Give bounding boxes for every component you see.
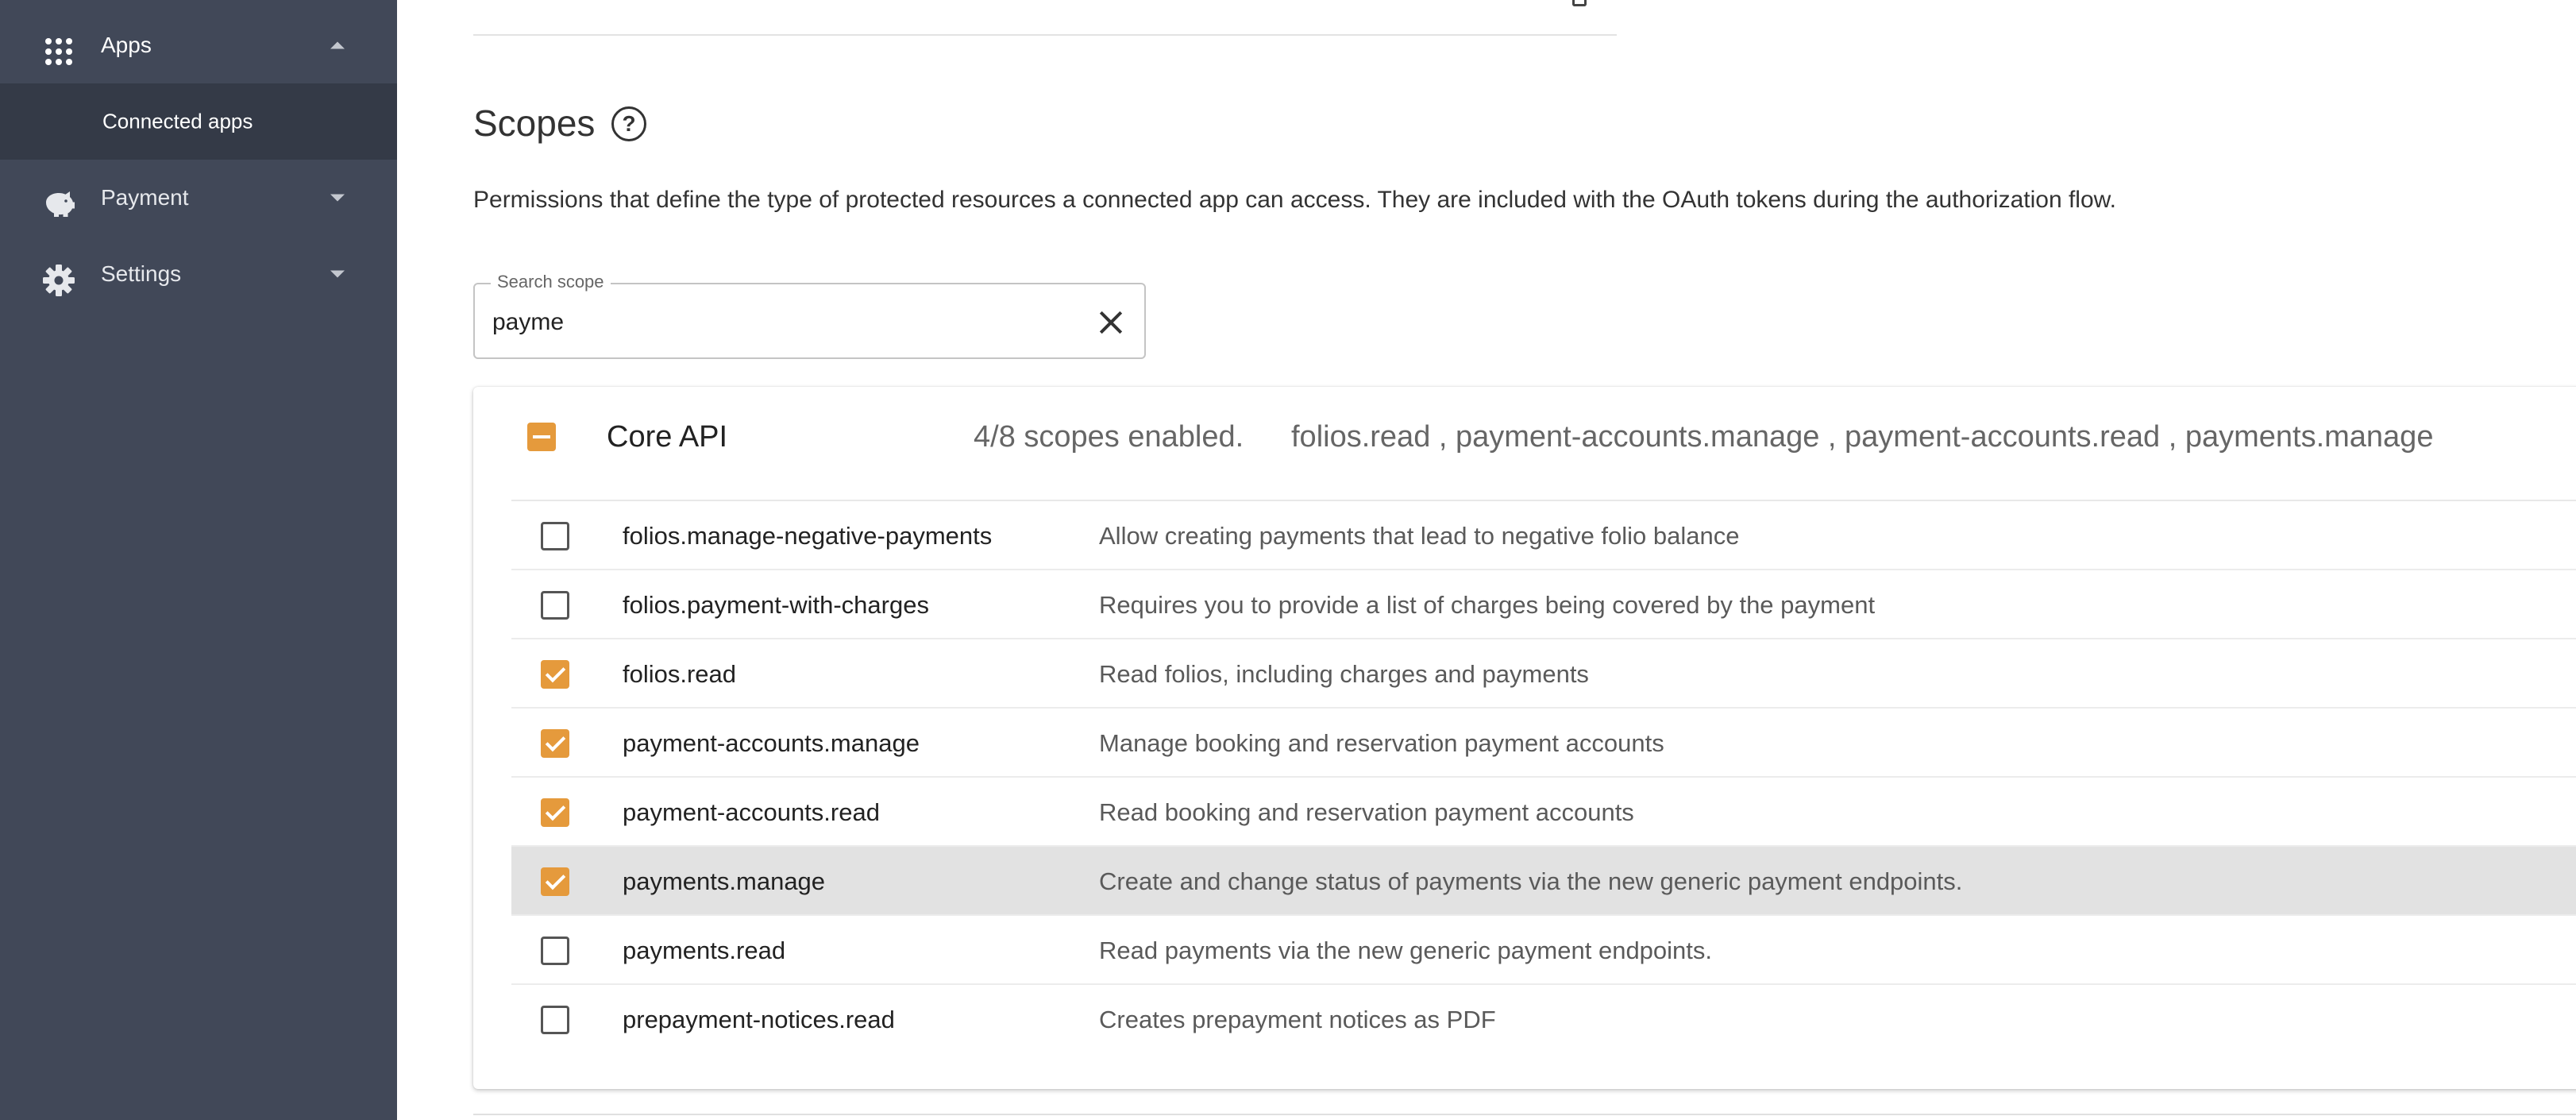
apps-grid-icon	[41, 34, 76, 69]
scope-checkbox[interactable]	[541, 867, 569, 896]
scope-description: Read booking and reservation payment accounts	[1099, 798, 1634, 826]
scope-row[interactable]	[511, 639, 2576, 709]
scope-name: payments.manage	[623, 867, 826, 895]
scope-checkbox[interactable]	[541, 1006, 569, 1034]
scope-description: Read payments via the new generic payment endpoints.	[1099, 937, 1713, 964]
chevron-down-icon	[330, 195, 345, 202]
group-select-all-checkbox[interactable]	[527, 423, 556, 451]
scope-row[interactable]	[511, 501, 2576, 570]
sidebar-item-connected-apps[interactable]	[0, 83, 397, 160]
copy-icon[interactable]	[1572, 0, 1587, 6]
scope-name: folios.payment-with-charges	[623, 591, 929, 619]
sidebar-item-apps[interactable]	[0, 7, 397, 83]
scope-name: prepayment-notices.read	[623, 1006, 895, 1033]
scope-description: Read folios, including charges and payments	[1099, 660, 1589, 688]
scope-row[interactable]	[511, 709, 2576, 778]
scope-group-panel	[473, 387, 2576, 1089]
scope-name: folios.manage-negative-payments	[623, 522, 993, 550]
search-label: Search scope	[491, 272, 611, 292]
scope-row[interactable]	[511, 985, 2576, 1054]
sidebar	[0, 0, 397, 1120]
divider	[473, 34, 1617, 36]
sidebar-item-settings[interactable]	[0, 236, 397, 312]
help-icon[interactable]: ?	[611, 106, 646, 141]
scope-row[interactable]	[511, 778, 2576, 847]
scope-checkbox[interactable]	[541, 798, 569, 827]
section-title: Scopes	[473, 102, 596, 144]
scope-description: Create and change status of payments via the new generic payment endpoints.	[1099, 867, 1963, 895]
search-input[interactable]	[492, 305, 1048, 340]
scope-checkbox[interactable]	[541, 937, 569, 965]
close-icon[interactable]	[1097, 308, 1125, 337]
chevron-down-icon	[330, 271, 345, 278]
enabled-scopes-list: folios.read , payment-accounts.manage , payment-accounts.read , payments.manage	[1291, 420, 2434, 454]
sidebar-item-label: Payment	[101, 185, 189, 210]
scope-name: folios.read	[623, 660, 737, 688]
sidebar-item-label: Settings	[101, 261, 182, 286]
sidebar-item-payment[interactable]	[0, 160, 397, 236]
scope-row[interactable]	[511, 570, 2576, 639]
section-description: Permissions that define the type of protected resources a connected app can access. They are included with the OAuth tokens during the authorization flow.	[473, 187, 2117, 213]
scopes-enabled-count: 4/8 scopes enabled.	[974, 420, 1244, 454]
scope-description: Manage booking and reservation payment accounts	[1099, 729, 1664, 757]
scope-name: payment-accounts.manage	[623, 729, 920, 757]
scope-description: Creates prepayment notices as PDF	[1099, 1006, 1496, 1033]
sidebar-item-label: Apps	[101, 33, 152, 57]
scope-checkbox[interactable]	[541, 522, 569, 550]
scope-row[interactable]	[511, 916, 2576, 985]
scope-name: payments.read	[623, 937, 786, 964]
next-panel-edge	[473, 1114, 2576, 1120]
scope-description: Allow creating payments that lead to negative folio balance	[1099, 522, 1740, 550]
piggy-bank-icon	[41, 187, 76, 222]
panel-title: Core API	[607, 420, 728, 454]
sidebar-item-label: Connected apps	[102, 109, 253, 133]
scope-checkbox[interactable]	[541, 660, 569, 689]
scope-row[interactable]	[511, 847, 2576, 916]
scope-list	[511, 501, 2576, 1054]
chevron-up-icon	[330, 42, 345, 49]
scope-name: payment-accounts.read	[623, 798, 880, 826]
search-scope-field	[473, 272, 1146, 359]
scope-checkbox[interactable]	[541, 591, 569, 620]
panel-header[interactable]	[473, 387, 2576, 500]
scope-checkbox[interactable]	[541, 729, 569, 758]
gear-icon	[41, 263, 76, 298]
scope-description: Requires you to provide a list of charges being covered by the payment	[1099, 591, 1876, 619]
